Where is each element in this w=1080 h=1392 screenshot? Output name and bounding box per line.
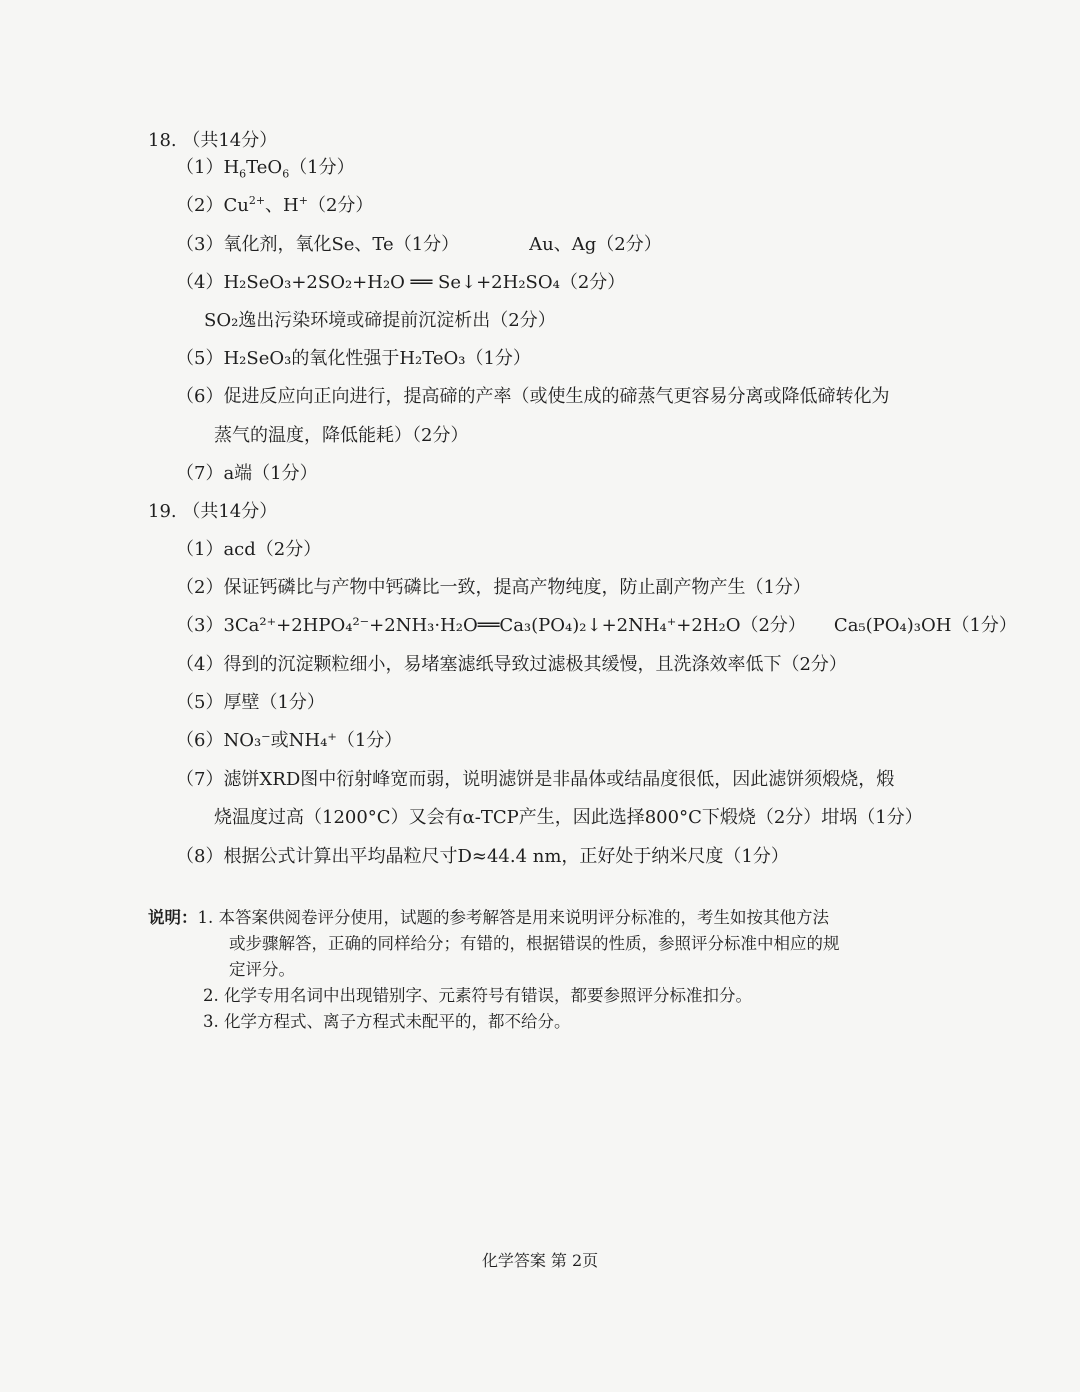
- q19-answer-2: （2）保证钙磷比与产物中钙磷比一致，提高产物纯度，防止副产物产生（1分）: [176, 577, 811, 598]
- q19-answer-3: （3）3Ca²⁺+2HPO₄²⁻+2NH₃·H₂O══Ca₃(PO₄)₂↓+2NH₄⁺+2H₂O（2分） Ca₅(PO₄)₃OH（1分）: [176, 615, 1017, 636]
- q19-answer-4: （4）得到的沉淀颗粒细小，易堵塞滤纸导致过滤极其缓慢，且洗涤效率低下（2分）: [176, 654, 847, 675]
- q18-answer-6: （6）促进反应向正向进行，提高碲的产率（或使生成的碲蒸气更容易分离或降低碲转化为: [176, 386, 890, 407]
- note-2: 2. 化学专用名词中出现错别字、元素符号有错误，都要参照评分标准扣分。: [203, 986, 752, 1005]
- note-1-line1: 1. 本答案供阅卷评分使用，试题的参考解答是用来说明评分标准的，考生如按其他方法: [197, 908, 829, 927]
- q18-answer-3: （3）氧化剂，氧化Se、Te（1分） Au、Ag（2分）: [176, 234, 662, 255]
- q19-answer-7-line2: 烧温度过高（1200°C）又会有α-TCP产生，因此选择800°C下煅烧（2分）坩埚（1分）: [214, 807, 923, 828]
- q18-answer-5: （5）H₂SeO₃的氧化性强于H₂TeO₃（1分）: [176, 348, 531, 369]
- q19-answer-7: （7）滤饼XRD图中衍射峰宽而弱，说明滤饼是非晶体或结晶度很低，因此滤饼须煅烧，煅: [176, 769, 895, 790]
- q18-answer-2: $(2)Cu^{2+}$、H+（2分）: [176, 194, 374, 216]
- note-1-line2: 或步骤解答，正确的同样给分；有错的，根据错误的性质，参照评分标准中相应的规: [229, 934, 840, 953]
- q19-answer-6: （6）NO₃⁻或NH₄⁺（1分）: [176, 730, 403, 751]
- q18-answer-6-line2: 蒸气的温度，降低能耗）（2分）: [214, 425, 469, 446]
- page-footer: 化学答案 第 2页: [481, 1251, 599, 1270]
- q18-answer-7: （7）a端（1分）: [176, 463, 318, 484]
- q19-header: 19. （共14分）: [148, 501, 278, 522]
- q18-header: 18. （共14分）: [148, 130, 278, 151]
- notes-label: 说明：: [148, 908, 198, 927]
- q18-answer-4: （4）H₂SeO₃+2SO₂+H₂O ══ Se↓+2H₂SO₄（2分）: [176, 272, 626, 293]
- q18-answer-1: $(1)H_6TeO_6(1$分）: [176, 157, 355, 181]
- q18-answer-4-line2: SO₂逸出污染环境或碲提前沉淀析出（2分）: [204, 310, 556, 331]
- q19-answer-8: （8）根据公式计算出平均晶粒尺寸D≈44.4 nm，正好处于纳米尺度（1分）: [176, 846, 789, 867]
- note-3: 3. 化学方程式、离子方程式未配平的，都不给分。: [203, 1012, 571, 1031]
- q19-answer-1: （1）acd（2分）: [176, 539, 322, 560]
- q19-answer-5: （5）厚壁（1分）: [176, 692, 325, 713]
- note-1-line3: 定评分。: [229, 960, 295, 979]
